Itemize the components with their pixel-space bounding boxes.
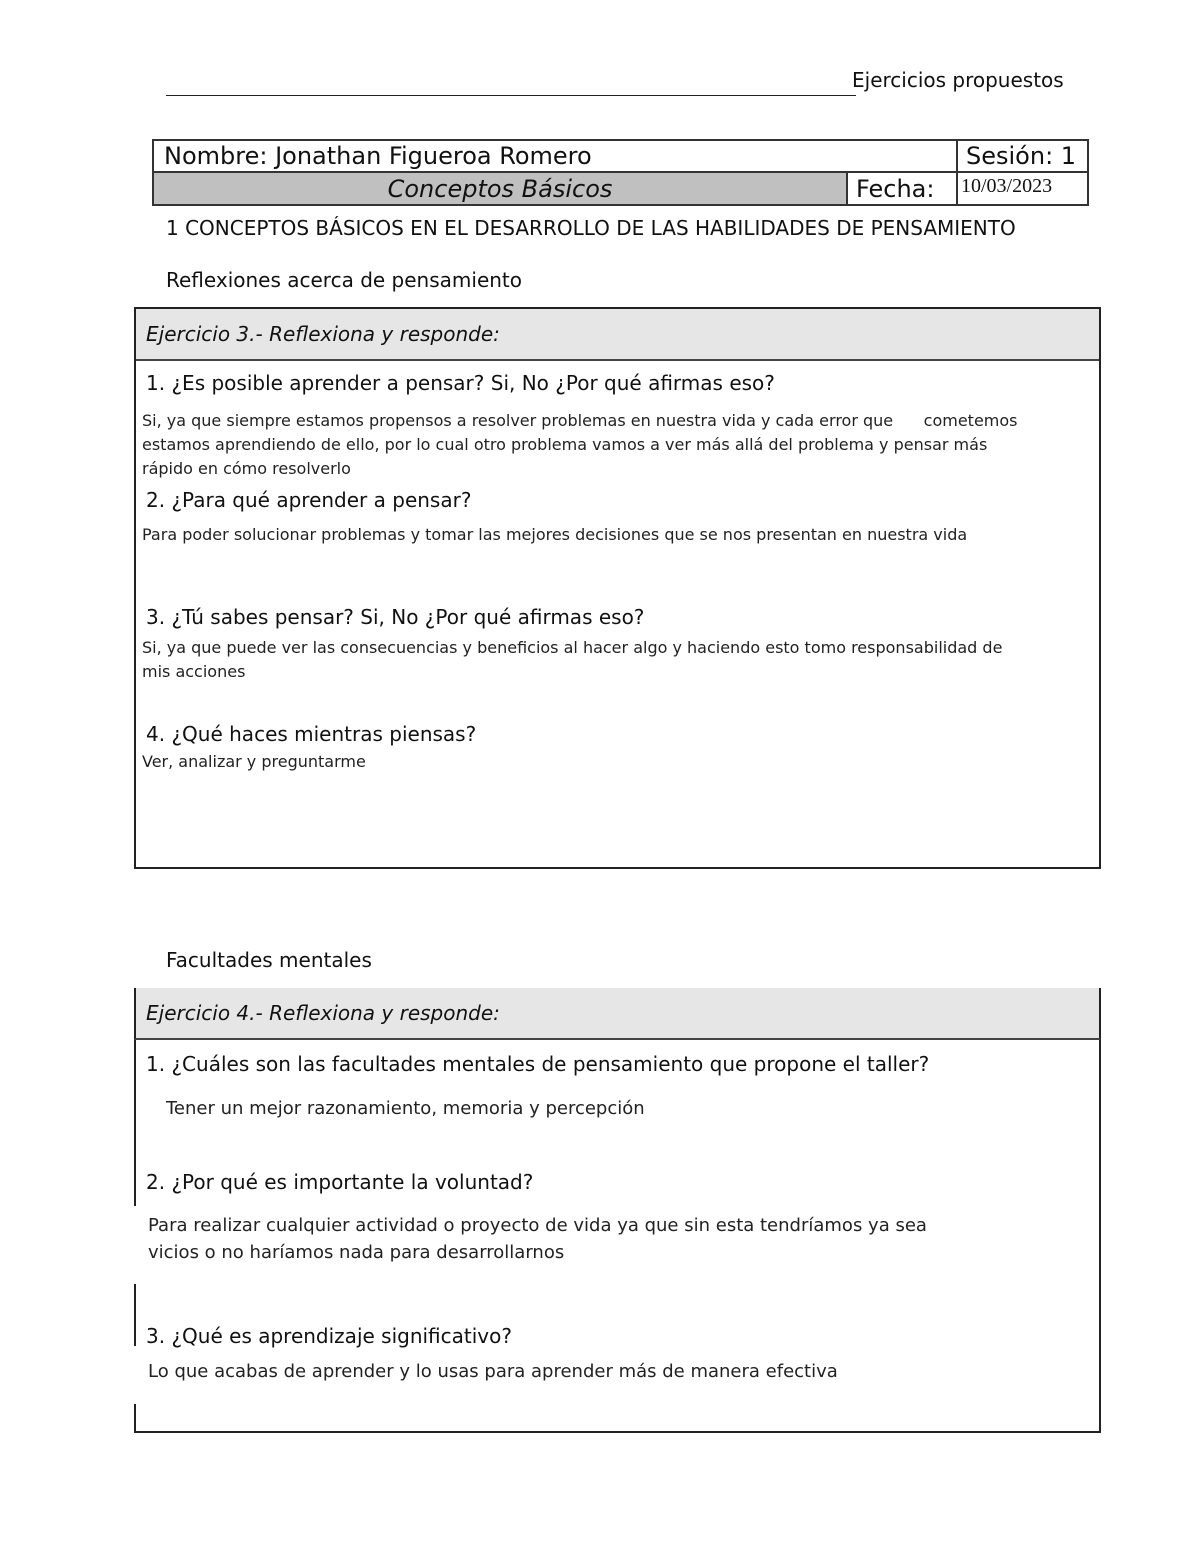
date-value: 10/03/2023 xyxy=(956,171,1089,206)
section-title: 1 CONCEPTOS BÁSICOS EN EL DESARROLLO DE LAS HABILIDADES DE PENSAMIENTO xyxy=(166,216,1016,240)
exercise-3-answer-3 xyxy=(142,636,1002,684)
exercise-4-left-border-segment xyxy=(134,1404,136,1433)
answer-line: Ver, analizar y preguntarme xyxy=(142,752,366,771)
exercise-3-question-4: 4. ¿Qué haces mientras piensas? xyxy=(146,722,477,746)
exercise-4-answer-1 xyxy=(166,1095,645,1122)
exercise-4-right-border xyxy=(1099,1040,1101,1433)
answer-line: mis acciones xyxy=(142,662,246,681)
exercise-4-answer-2 xyxy=(148,1212,927,1266)
header-rule xyxy=(166,95,856,96)
exercise-3-answer-2 xyxy=(142,523,967,547)
session-number: Sesión: 1 xyxy=(956,139,1089,173)
answer-line: vicios o no haríamos nada para desarrollarnos xyxy=(148,1242,565,1263)
answer-line: Tener un mejor razonamiento, memoria y percepción xyxy=(166,1098,645,1119)
exercise-3-answer-4 xyxy=(142,750,366,774)
answer-line: Para poder solucionar problemas y tomar las mejores decisiones que se nos presentan en nuestra vida xyxy=(142,525,968,544)
date-label: Fecha: xyxy=(846,171,958,206)
page-header-title: Ejercicios propuestos xyxy=(852,68,1064,92)
answer-line: Si, ya que puede ver las consecuencias y beneficios al hacer algo y haciendo esto tomo responsabilidad de xyxy=(142,638,1003,657)
exercise-4-left-border-segment xyxy=(134,1284,136,1346)
subsection-heading-facultades: Facultades mentales xyxy=(166,948,372,972)
answer-line: Si, ya que siempre estamos propensos a resolver problemas en nuestra vida y cada error que cometemos xyxy=(142,411,1018,430)
answer-line: estamos aprendiendo de ello, por lo cual otro problema vamos a ver más allá del problema y pensar más xyxy=(142,435,988,454)
exercise-3-answer-1 xyxy=(142,409,1097,481)
exercise-4-left-border-segment xyxy=(134,1040,136,1206)
answer-line: Para realizar cualquier actividad o proyecto de vida ya que sin esta tendríamos ya sea xyxy=(148,1215,927,1236)
student-name: Nombre: Jonathan Figueroa Romero xyxy=(152,139,958,173)
topic-title: Conceptos Básicos xyxy=(152,171,848,206)
exercise-3-question-1: 1. ¿Es posible aprender a pensar? Si, No ¿Por qué afirmas eso? xyxy=(146,371,775,395)
exercise-4-question-2: 2. ¿Por qué es importante la voluntad? xyxy=(146,1170,534,1194)
answer-line: rápido en cómo resolverlo xyxy=(142,459,351,478)
exercise-4-header: Ejercicio 4.- Reflexiona y responde: xyxy=(134,988,1101,1040)
exercise-3-header: Ejercicio 3.- Reflexiona y responde: xyxy=(136,309,1099,361)
exercise-4-question-3: 3. ¿Qué es aprendizaje significativo? xyxy=(146,1324,512,1348)
subsection-heading-reflexiones: Reflexiones acerca de pensamiento xyxy=(166,268,522,292)
exercise-3-question-3: 3. ¿Tú sabes pensar? Si, No ¿Por qué afirmas eso? xyxy=(146,605,645,629)
exercise-4-bottom-border xyxy=(134,1431,1101,1433)
exercise-4-answer-3 xyxy=(148,1358,838,1385)
answer-line: Lo que acabas de aprender y lo usas para aprender más de manera efectiva xyxy=(148,1361,838,1382)
exercise-4-question-1: 1. ¿Cuáles son las facultades mentales de pensamiento que propone el taller? xyxy=(146,1052,930,1076)
exercise-3-question-2: 2. ¿Para qué aprender a pensar? xyxy=(146,488,472,512)
